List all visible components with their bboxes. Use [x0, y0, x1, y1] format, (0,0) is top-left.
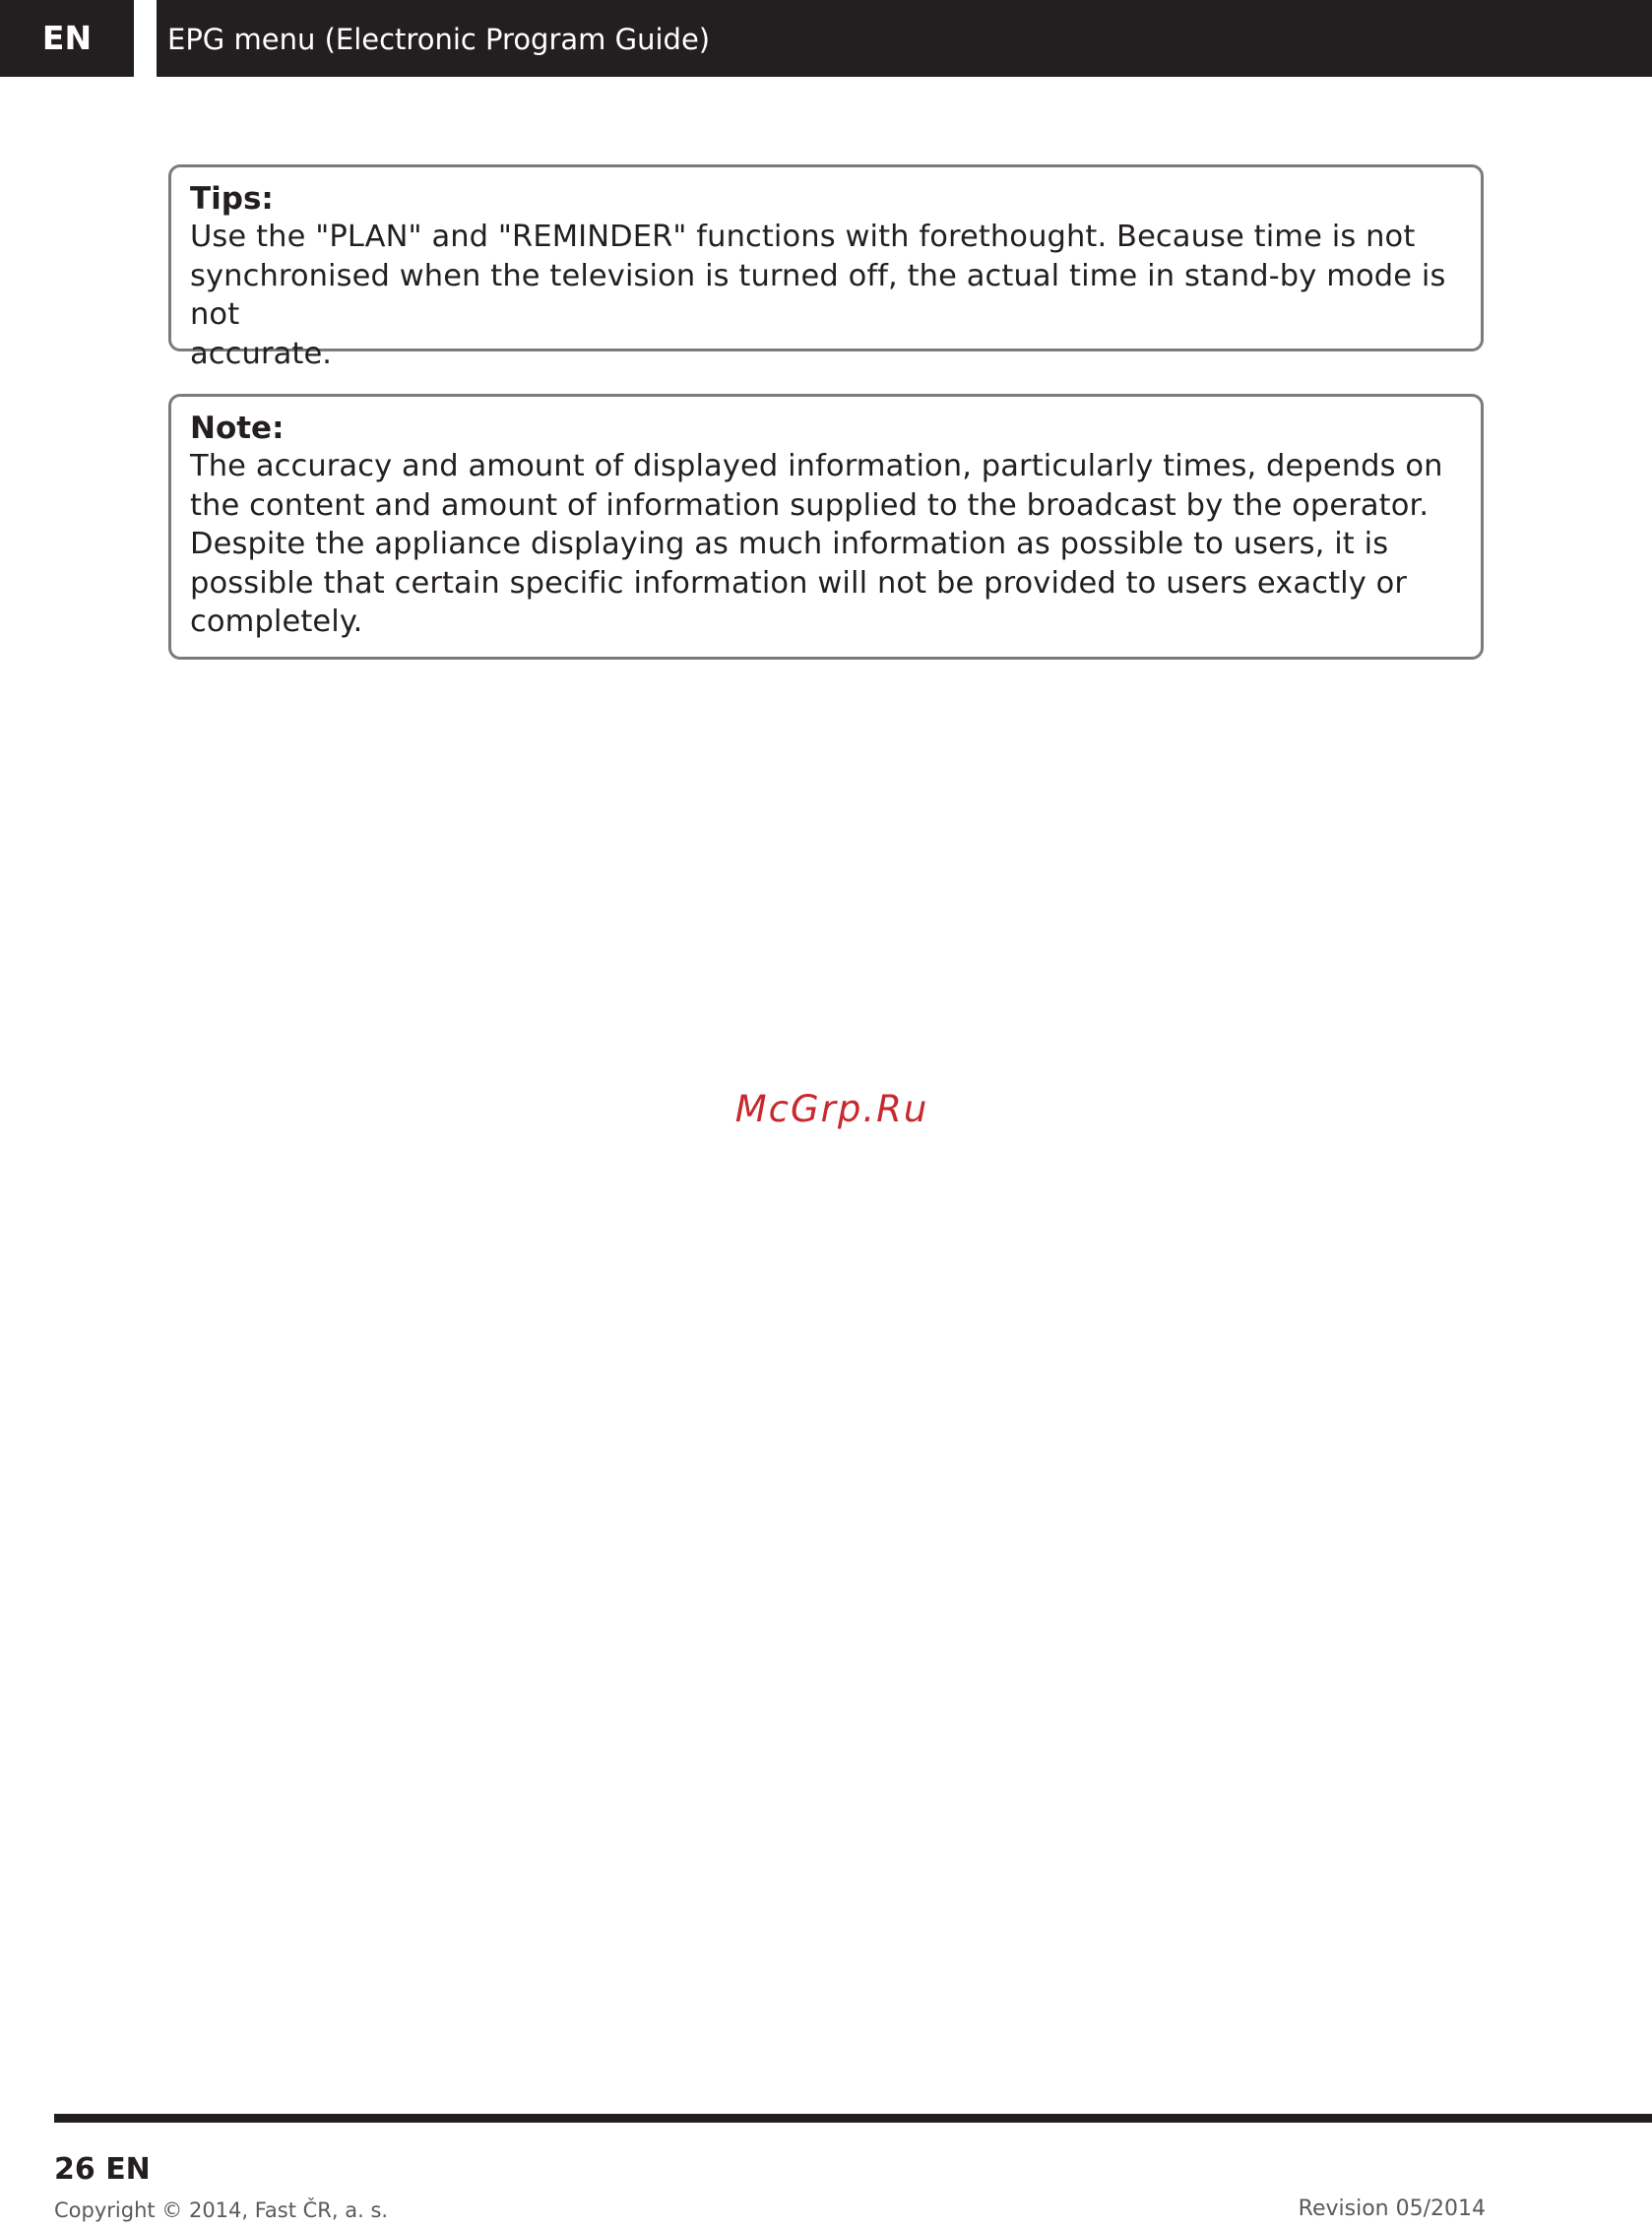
section-title: EPG menu (Electronic Program Guide) — [167, 23, 711, 56]
note-line: Despite the appliance displaying as much information as possible to users, it is — [190, 527, 1389, 561]
tips-line: Use the "PLAN" and "REMINDER" functions with forethought. Because time is not — [190, 220, 1416, 254]
note-line: completely. — [190, 605, 363, 639]
tips-heading: Tips: — [190, 181, 274, 217]
page-number: 26 EN — [54, 2152, 151, 2187]
note-line: the content and amount of information supplied to the broadcast by the operator. — [190, 487, 1430, 523]
tips-box — [168, 164, 1484, 371]
watermark: McGrp.Ru — [734, 1088, 929, 1130]
note-line: possible that certain specific information will not be provided to users exactly or — [190, 565, 1408, 601]
tips-line: accurate. — [190, 336, 333, 371]
header-divider — [134, 0, 157, 77]
note-heading: Note: — [190, 411, 285, 446]
revision-label: Revision 05/2014 — [1298, 2196, 1486, 2221]
tips-line: synchronised when the television is turned off, the actual time in stand-by mode is not — [190, 258, 1446, 332]
note-line: The accuracy and amount of displayed information, particularly times, depends on — [190, 449, 1443, 483]
language-tab: EN — [0, 0, 134, 77]
tips-text — [190, 218, 1464, 373]
footer-rule — [54, 2114, 1652, 2123]
note-text — [190, 447, 1464, 642]
note-box — [168, 394, 1484, 660]
copyright-notice: Copyright © 2014, Fast ČR, a. s. — [54, 2198, 389, 2222]
